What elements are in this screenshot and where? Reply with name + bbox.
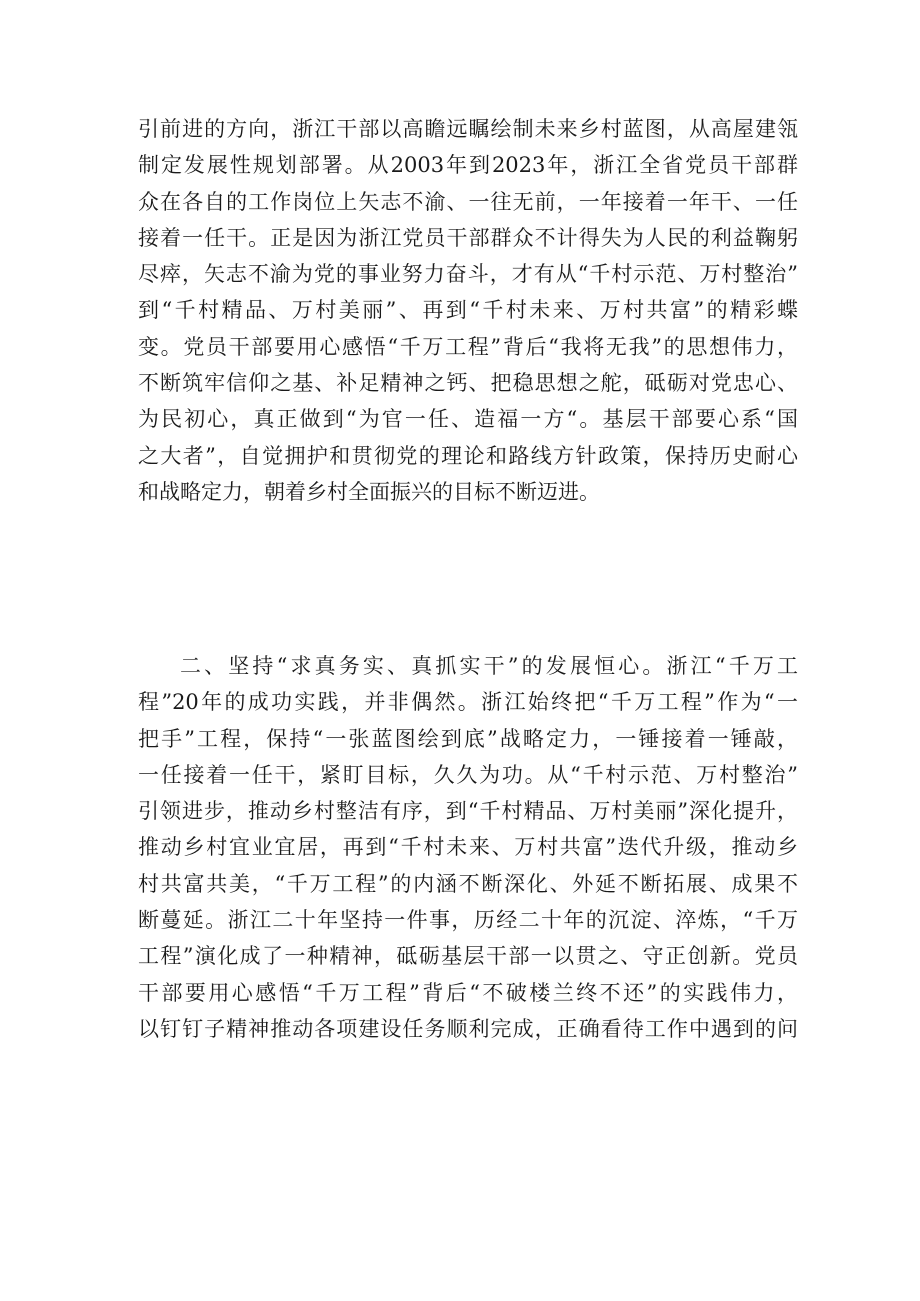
paragraph-line: 推动乡村宜业宜居，再到“千村未来、万村共富”迭代升级，推动乡 bbox=[138, 835, 798, 860]
paragraph-line: 制定发展性规划部署。从2003年到2023年，浙江全省党员干部群 bbox=[138, 153, 798, 178]
paragraph-line: 二、坚持“求真务实、真抓实干”的发展恒心。浙江“千万工 bbox=[180, 654, 798, 678]
paragraph-line: 尽瘁，矢志不渝为党的事业努力奋斗，才有从“千村示范、万村整治” bbox=[138, 262, 798, 287]
paragraph-line: 不断筑牢信仰之基、补足精神之钙、把稳思想之舵，砥砺对党忠心、 bbox=[138, 371, 798, 396]
paragraph-line: 为民初心，真正做到“为官一任、造福一方“。基层干部要心系“国 bbox=[138, 407, 798, 432]
paragraph-line: 变。党员干部要用心感悟“千万工程”背后“我将无我”的思想伟力， bbox=[138, 334, 798, 359]
paragraph-line: 工程”演化成了一种精神，砥砺基层干部一以贯之、守正创新。党员 bbox=[138, 944, 798, 969]
paragraph-line: 引前进的方向，浙江干部以高瞻远瞩绘制未来乡村蓝图，从高屋建瓴 bbox=[138, 117, 798, 141]
paragraph-line: 之大者”，自觉拥护和贯彻党的理论和路线方针政策，保持历史耐心 bbox=[138, 443, 798, 468]
paragraph-line: 村共富共美，“千万工程”的内涵不断深化、外延不断拓展、成果不 bbox=[138, 871, 798, 896]
paragraph-line: 以钉钉子精神推动各项建设任务顺利完成，正确看待工作中遇到的问 bbox=[138, 1016, 798, 1041]
paragraph-line: 断蔓延。浙江二十年坚持一件事，历经二十年的沉淀、淬炼，“千万 bbox=[138, 908, 798, 933]
paragraph-line: 程”20年的成功实践，并非偶然。浙江始终把“千万工程”作为“一 bbox=[138, 690, 798, 715]
paragraph-line: 到“千村精品、万村美丽”、再到“千村未来、万村共富”的精彩蝶 bbox=[138, 298, 798, 323]
paragraph-line: 一任接着一任干，紧盯目标，久久为功。从“千村示范、万村整治” bbox=[138, 762, 798, 787]
paragraph-line: 和战略定力，朝着乡村全面振兴的目标不断迈进。 bbox=[138, 479, 600, 504]
paragraph-line: 引领进步，推动乡村整洁有序，到“千村精品、万村美丽”深化提升， bbox=[138, 799, 798, 824]
paragraph-1 bbox=[138, 111, 798, 510]
paragraph-line: 干部要用心感悟“千万工程”背后“不破楼兰终不还”的实践伟力， bbox=[138, 980, 798, 1005]
paragraph-line: 把手”工程，保持“一张蓝图绘到底”战略定力，一锤接着一锤敲， bbox=[138, 726, 798, 751]
paragraph-line: 众在各自的工作岗位上矢志不渝、一往无前，一年接着一年干、一任 bbox=[138, 189, 798, 214]
paragraph-2 bbox=[138, 648, 798, 1047]
paragraph-line: 接着一任干。正是因为浙江党员干部群众不计得失为人民的利益鞠躬 bbox=[138, 225, 798, 250]
